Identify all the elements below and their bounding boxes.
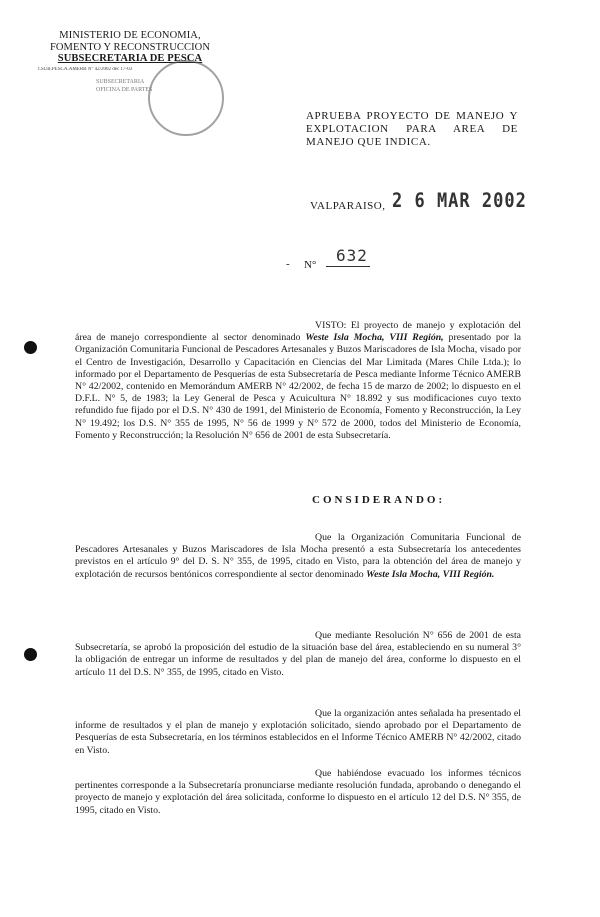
considerando-paragraph xyxy=(75,630,521,679)
resolution-subject: APRUEBA PROYECTO DE MANEJO Y EXPLOTACION PARA AREA DE MANEJO QUE INDICA. xyxy=(306,110,518,148)
ministry-line: MINISTERIO DE ECONOMIA, xyxy=(59,30,201,41)
paragraph-text: técnicos pertinentes corresponde a la Subsecretaría pronunciarse mediante resolución fundada, aprobando o denegando el proyecto de manejo y explotación del área solicitada, conforme lo dispuesto en el artículo 12 del D.S. N° 355, de 1995, citado en Visto. xyxy=(75,768,522,816)
sector-name: Weste Isla Mocha, VIII Región, xyxy=(305,332,444,344)
considerando-paragraph xyxy=(75,708,521,757)
sector-name: Weste Isla Mocha, VIII Región. xyxy=(366,568,495,580)
punch-hole xyxy=(24,341,37,354)
paragraph-lead: Que habiéndose evacuado los informes xyxy=(315,768,483,779)
resolution-number: 632 xyxy=(336,246,368,265)
visto-lead: VISTO: El proyecto de manejo y explotación xyxy=(315,320,505,331)
place-label: VALPARAISO, xyxy=(310,200,386,212)
stamp-line: SUBSECRETARIA xyxy=(96,79,145,85)
subsecretaria-line: SUBSECRETARIA DE PESCA xyxy=(57,53,203,64)
ministry-line: FOMENTO Y RECONSTRUCCION xyxy=(49,41,211,53)
paragraph-text: de Pescadores Artesanales y Buzos Mariscadores de Isla Mocha presentó a esta Subsecretaría los antecedentes previstos en el artículo 9° del D. S. N° 355, de 1995, citado en Visto, para la obtención del área de manejo y explotación de recursos bentónicos correspondiente al sector denominado xyxy=(75,532,521,580)
punch-hole xyxy=(24,648,37,661)
visto-paragraph xyxy=(75,320,521,442)
visto-text: presentado por la Organización Comunitaria Funcional de Pescadores Artesanales y Buzos Mariscadores de Isla Mocha, visado por el Centro de Investigación, Desarrollo y Capacitación en Ciencias del Mar Limitada (Mares Chile Ltda.); lo informado por el Departamento de Pesquerías de esta Subsecretaría de Pesca mediante Informe Técnico AMERB N° 42/2002, contenido en Memorándum AMERB N° 42/2002, de fecha 15 de marzo de 2002; lo dispuesto en el D.F.L. N° 5, de 1983; la Ley General de Pesca y Acuicultura N° 18.892 y sus modificaciones cuyo texto refundido fue fijado por el D.S. N° 430 de 1991, del Ministerio de Economía, Fomento y Reconstrucción, la Ley N° 19.492; los D.S. N° 355 de 1995, N° 56 de 1999 y N° 572 de 2000, todos del Ministerio de Economía, Fomento y Reconstrucción; la Resolución N° 656 de 2001 de esta Subsecretaría. xyxy=(75,332,521,441)
paragraph-text: presentado el informe de resultados y el plan de manejo y explotación solicitado, siendo aprobado por el Departamento de Pesquerías de esta Subsecretaría, en los términos establecidos en el Informe Técnico AMERB N° 42/2002, citado en Visto. xyxy=(75,708,521,756)
number-dash: - xyxy=(286,258,290,270)
number-prefix: N° xyxy=(304,259,317,271)
paragraph-text: esta Subsecretaría, se aprobó la proposición del estudio de la situación base del área, estableciendo en su numeral 3° la obligación de entregar un informe de resultados y del plan de manejo del área, conforme lo dispuesto en el artículo 11 del D.S. N° 355, de 1995, citado en Visto. xyxy=(75,630,522,678)
visto-text: del área de manejo correspondiente al sector denominado xyxy=(75,320,521,344)
paragraph-lead: Que la organización antes señalada ha xyxy=(315,708,466,719)
stamp-line: OFICINA DE PARTES xyxy=(96,87,153,93)
considerando-heading: CONSIDERANDO: xyxy=(312,494,446,506)
paragraph-lead: Que la Organización Comunitaria Funcional xyxy=(315,532,506,543)
considerando-paragraph xyxy=(75,768,521,817)
date-stamp: 2 6 MAR 2002 xyxy=(392,189,527,213)
number-underline xyxy=(326,266,370,267)
considerando-paragraph xyxy=(75,532,521,581)
stamp-text xyxy=(96,78,176,108)
paragraph-lead: Que mediante Resolución N° 656 de 2001 de xyxy=(315,630,502,641)
header-reference: I.SUB.PESCA.AMERB N° 42/2002 dec 17-03 xyxy=(38,67,133,72)
